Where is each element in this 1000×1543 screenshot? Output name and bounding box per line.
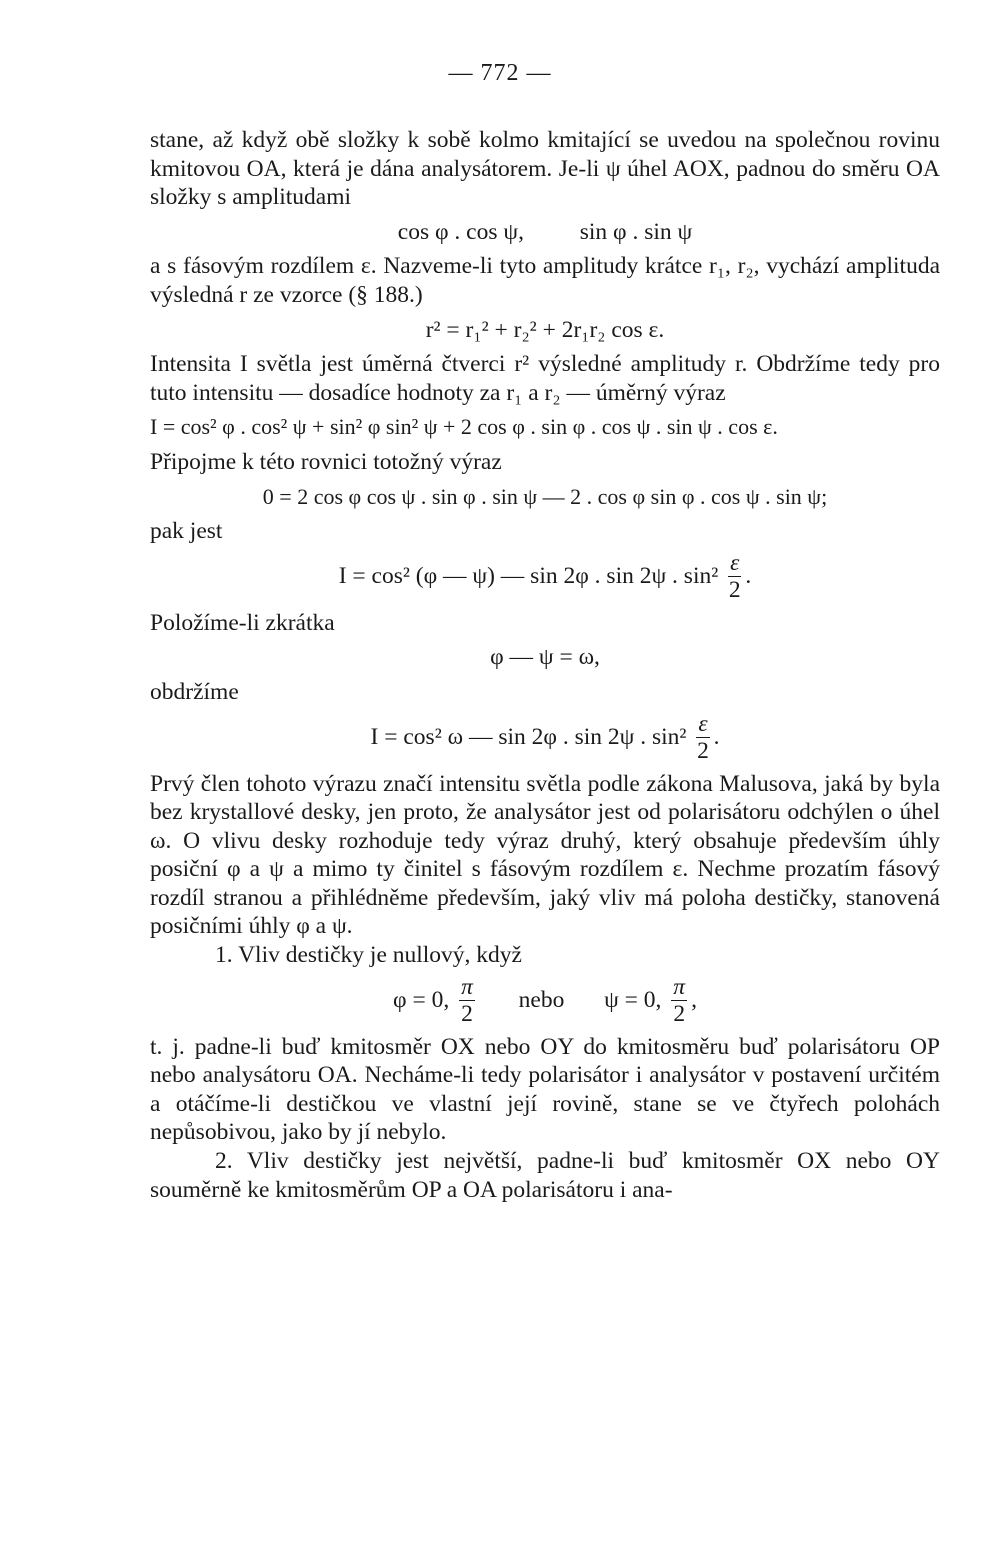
equation-amplitudes (150, 218, 940, 247)
fraction-pi-half-1: $\frac{\pi}{2}$ (461, 973, 473, 1028)
equation-omega: φ — ψ = ω, (490, 644, 600, 671)
fraction-pi-half-2: $\frac{\pi}{2}$ (673, 973, 686, 1028)
equation-intensity-3: I = cos² ω — sin 2φ . sin 2ψ . sin² $\frac{\varepsilon}{2}$ . (370, 710, 720, 764)
fraction-epsilon-half-2: $\frac{\varepsilon}{2}$ (697, 710, 709, 764)
equation-amplitude-a: cos φ . cos ψ, (397, 218, 524, 245)
paragraph-9: 1. Vliv destičky je nullový, když (215, 942, 522, 969)
paragraph-3: Intensita I světla jest úměrná čtverci r² výsledné amplitudy r. Obdržíme tedy pro tuto intensitu — dosadíce hodnoty za r₁ a r₂ — úměrný výraz (150, 351, 940, 406)
equation-intensity-1: I = cos² φ . cos² ψ + sin² φ sin² ψ + 2 cos φ . sin φ . cos ψ . sin ψ . cos ε. (150, 414, 778, 440)
fraction-epsilon-half: $\frac{\varepsilon}{2}$ (728, 549, 741, 604)
equation-intensity-2: I = cos² (φ — ψ) — sin 2φ . sin 2ψ . sin² $\frac{\varepsilon}{2}$ . (338, 549, 752, 604)
equation-intensity-3-main: I = cos² ω — sin 2φ . sin 2ψ . sin² (370, 723, 687, 750)
paragraph-2: a s fásovým rozdílem ε. Nazveme-li tyto amplitudy krátce r₁, r₂, vychází amplituda výsledná r ze vzorce (§ 188.) (150, 253, 940, 308)
equation-intensity-2-main: I = cos² (φ — ψ) — sin 2φ . sin 2ψ . sin² (338, 562, 719, 589)
paragraph-6: Položíme-li zkrátka (150, 609, 335, 636)
equation-resultant-amplitude: r² = r₁² + r₂² + 2r₁r₂ cos ε. (425, 316, 665, 343)
text-body (150, 126, 940, 1204)
equation-identity-zero: 0 = 2 cos φ cos ψ . sin φ . sin ψ — 2 . cos φ sin φ . cos ψ . sin ψ; (262, 483, 828, 509)
paragraph-8: Prvý člen tohoto výrazu značí intensitu světla podle zákona Malusova, jaká by byla bez krystallové desky, jen proto, že analysátor jest od polarisátoru odchýlen o úhel ω. O vlivu desky rozhoduje tedy výraz druhý, který obsahuje především úhly posiční φ a ψ a mimo ty činitel s fásovým rozdílem ε. Nechme prozatím fásový rozdíl stranou a přihlédněme především, jaký vliv má poloha destičky, stanovená posičními úhly φ a ψ. (150, 770, 940, 940)
page-number: — 772 — (448, 60, 552, 86)
paragraph-5: pak jest (150, 518, 223, 545)
paragraph-4: Připojme k této rovnici totožný výraz (150, 448, 502, 475)
paragraph-10: t. j. padne-li buď kmitosměr OX nebo OY do kmitosměru buď polarisátoru OP nebo analysátoru OA. Necháme-li tedy polarisátor i analysátor v postavení určitém a otáčíme-li destičkou ve vlastní její rovině, stane se ve čtyřech polohách nepůsobivou, jako by jí nebylo. (150, 1033, 940, 1146)
equation-amplitude-b: sin φ . sin ψ (579, 218, 693, 245)
paragraph-11: 2. Vliv destičky jest největší, padne-li buď kmitosměr OX nebo OY souměrně ke kmitosměrům OP a OA polarisátoru i ana- (150, 1148, 940, 1203)
equation-null-conditions: φ = 0, $\frac{\pi}{2}$ nebo ψ = 0, $\frac{\pi}{2}$ , (393, 973, 697, 1028)
paragraph-1: stane, až když obě složky k sobě kolmo kmitající se uvedou na společnou rovinu kmitovou OA, která je dána analysátorem. Je-li ψ úhel AOX, padnou do směru OA složky s amplitudami (150, 127, 940, 211)
paragraph-7: obdržíme (150, 678, 239, 705)
